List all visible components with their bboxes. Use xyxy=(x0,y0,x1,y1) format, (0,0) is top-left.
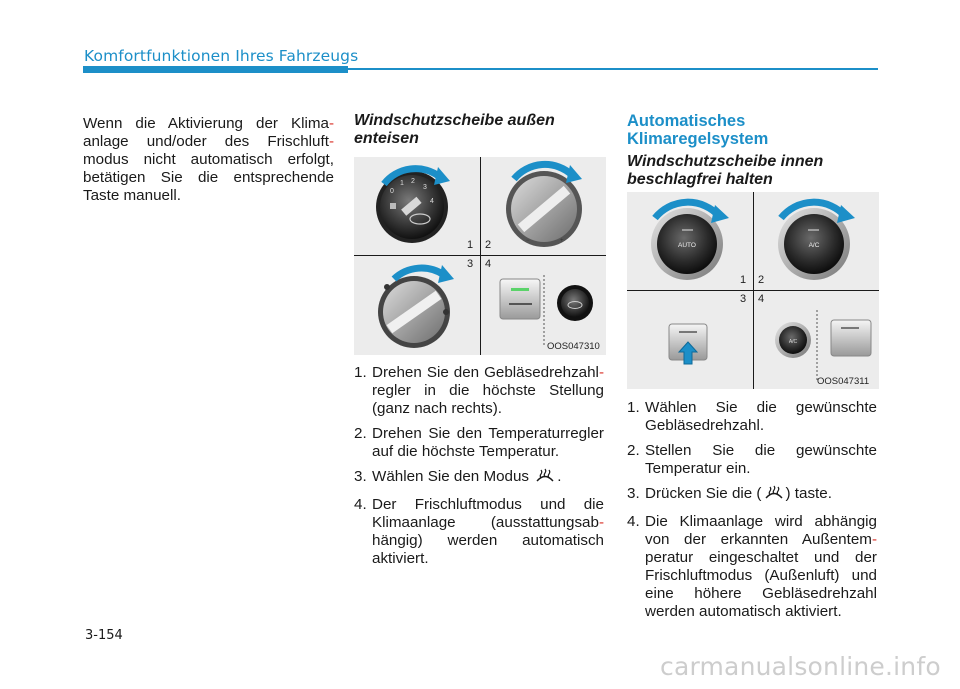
quadrant-label-4: 4 xyxy=(485,258,492,270)
list-item: 1. Drehen Sie den Gebläsedrehzahl- regler in die höchste Stellung (ganz nach rechts). xyxy=(354,364,604,417)
svg-text:A/C: A/C xyxy=(788,339,798,345)
quadrant-label-2: 2 xyxy=(758,274,765,286)
header-rule xyxy=(348,68,878,70)
ac-knob xyxy=(557,285,593,321)
list-item: 3. Drücken Sie die ( ) taste. xyxy=(627,485,877,506)
list-item: 2. Stellen Sie die gewünschte Temperatur ein. xyxy=(627,442,877,477)
ac-button-knob xyxy=(775,322,811,358)
list-item: 4. Der Frischluftmodus und die Klimaanlage (ausstattungsab- hängig) werden automatisch aktiviert. xyxy=(354,496,604,567)
quadrant-label-3: 3 xyxy=(467,258,474,270)
air-intake-button xyxy=(831,320,871,356)
svg-text:3: 3 xyxy=(423,184,427,191)
quadrant-label-4: 4 xyxy=(758,293,765,305)
defog-inside-heading: Windschutzscheibe innen beschlagfrei halten xyxy=(627,153,824,188)
quadrant-label-3: 3 xyxy=(740,293,747,305)
list-item: 2. Drehen Sie den Temperaturregler auf die höchste Temperatur. xyxy=(354,425,604,460)
svg-text:−: − xyxy=(526,238,530,244)
header-accent-bar xyxy=(83,66,348,73)
page-number: 3-154 xyxy=(85,628,123,643)
intro-line: modus nicht automatisch erfolgt, xyxy=(83,151,334,168)
defrost-icon xyxy=(764,485,784,506)
intro-line: Taste manuell. xyxy=(83,187,181,204)
svg-text:2: 2 xyxy=(411,178,415,185)
fresh-air-button xyxy=(500,279,540,319)
quadrant-label-1: 1 xyxy=(467,239,474,251)
svg-text:1: 1 xyxy=(400,180,404,187)
section-title: Komfortfunktionen Ihres Fahrzeugs xyxy=(84,47,359,65)
temperature-knob xyxy=(506,171,582,247)
figure-defrost-outside xyxy=(354,157,606,355)
figure-caption: OOS047310 xyxy=(547,341,600,352)
watermark: carmanualsonline.info xyxy=(660,652,941,681)
list-item: 4. Die Klimaanlage wird abhängig von der erkannten Außentem- peratur eingeschaltet und der Frischluftmodus (Außenluft) und eine höhere Gebläsedrehzahl werden automatisch aktiviert. xyxy=(627,513,877,620)
defrost-mode-icon xyxy=(535,468,555,489)
svg-text:AUTO: AUTO xyxy=(678,242,696,249)
svg-text:0: 0 xyxy=(390,188,394,195)
figure-defog-inside xyxy=(627,192,879,389)
figure-divider-h xyxy=(354,255,606,256)
svg-text:+: + xyxy=(560,238,564,244)
defrost-outside-heading: Windschutzscheibe außen enteisen xyxy=(354,112,555,147)
defog-button xyxy=(669,324,707,364)
svg-text:4: 4 xyxy=(430,198,434,205)
defog-inside-steps xyxy=(627,399,877,628)
figure-divider-h xyxy=(627,290,879,291)
intro-line: Wenn die Aktivierung der Klima- xyxy=(83,115,334,132)
svg-text:A/C: A/C xyxy=(808,242,820,249)
defrost-outside-steps xyxy=(354,364,604,575)
figure-divider-v xyxy=(480,157,481,355)
figure-caption: OOS047311 xyxy=(817,376,870,387)
intro-line: betätigen Sie die entsprechende xyxy=(83,169,334,186)
intro-line: anlage und/oder des Frischluft- xyxy=(83,133,334,150)
quadrant-label-2: 2 xyxy=(485,239,492,251)
mode-knob xyxy=(378,276,450,348)
quadrant-label-1: 1 xyxy=(740,274,747,286)
list-item: 1. Wählen Sie die gewünschte Gebläsedrehzahl. xyxy=(627,399,877,434)
intro-paragraph xyxy=(83,115,334,205)
auto-climate-heading: Automatisches Klimaregelsystem xyxy=(627,112,769,148)
list-item: 3. Wählen Sie den Modus . xyxy=(354,468,604,489)
